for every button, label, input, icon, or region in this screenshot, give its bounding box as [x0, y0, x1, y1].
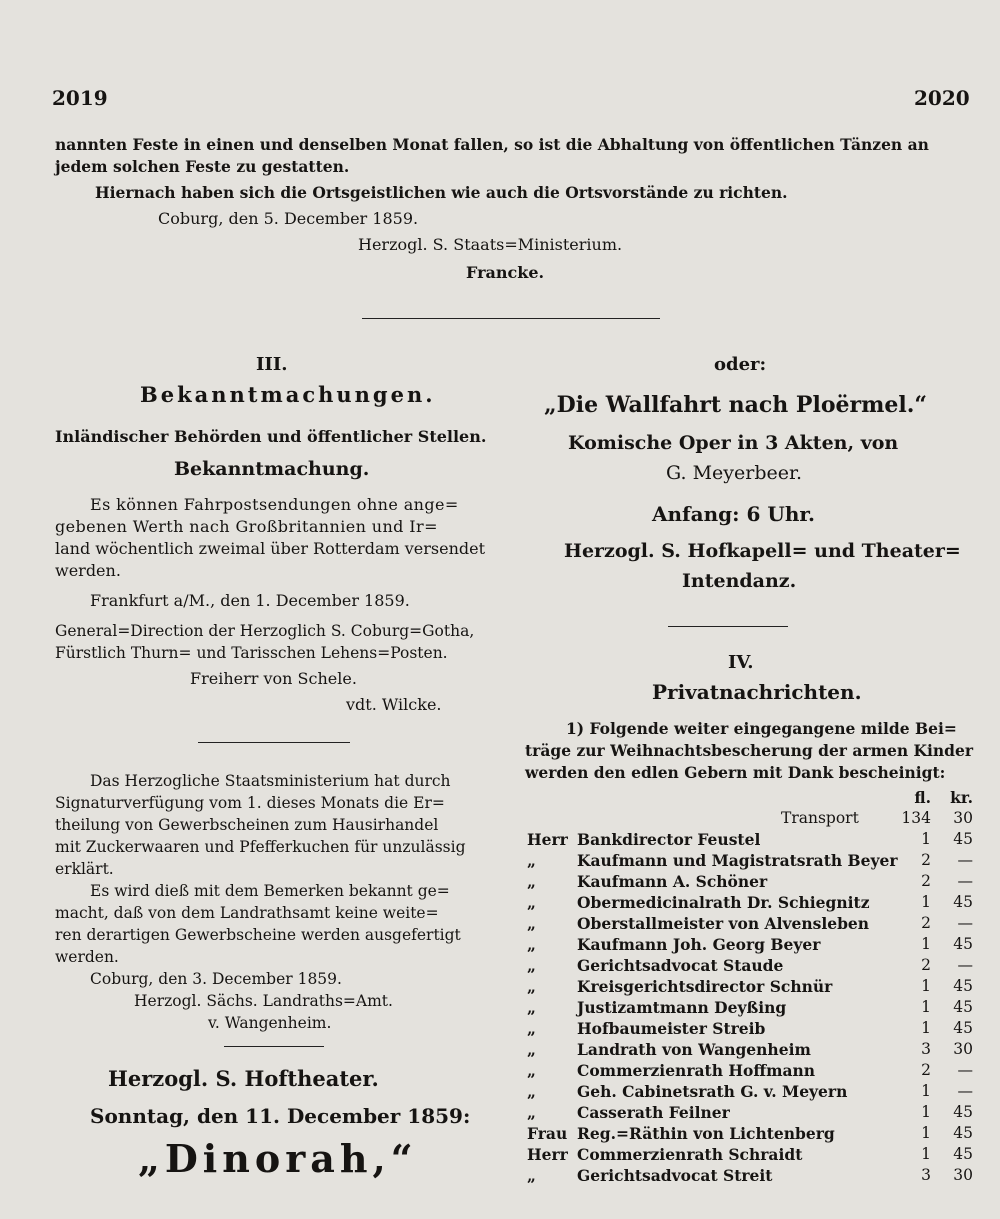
salutation: Herr — [527, 830, 568, 849]
donor-name: Reg.=Räthin von Lichtenberg — [577, 1124, 835, 1143]
amount-kr: — — [957, 1061, 973, 1079]
amount-fl: 1 — [921, 935, 931, 953]
notice2-line: Signaturverfügung vom 1. dieses Monats die Er= — [55, 794, 445, 812]
amount-kr: 45 — [953, 935, 973, 953]
amount-kr: 45 — [953, 1124, 973, 1142]
table-row-transport — [525, 809, 975, 830]
salutation: „ — [527, 1040, 536, 1059]
donor-name: Gerichtsadvocat Streit — [577, 1166, 773, 1185]
table-row — [525, 1124, 975, 1145]
donor-name: Geh. Cabinetsrath G. v. Meyern — [577, 1082, 848, 1101]
amount-kr: 45 — [953, 1145, 973, 1163]
table-row — [525, 956, 975, 977]
salutation: „ — [527, 1103, 536, 1122]
opera-composer: G. Meyerbeer. — [666, 462, 803, 484]
salutation: „ — [527, 1082, 536, 1101]
transport-label: Transport — [781, 809, 859, 827]
donor-name: Kaufmann und Magistratsrath Beyer — [577, 851, 898, 870]
donor-name: Kaufmann A. Schöner — [577, 872, 768, 891]
amount-fl: 3 — [921, 1040, 931, 1058]
table-row — [525, 935, 975, 956]
amount-fl: 3 — [921, 1166, 931, 1184]
donations-table — [525, 788, 975, 1187]
notice1-line: werden. — [55, 561, 121, 580]
notice2-date: Coburg, den 3. December 1859. — [90, 970, 342, 988]
notice2-line: Das Herzogliche Staatsministerium hat durch — [90, 772, 451, 790]
notice2-line: macht, daß von dem Landrathsamt keine weite= — [55, 904, 439, 922]
section-number-iii: III. — [256, 354, 288, 375]
table-row — [525, 1082, 975, 1103]
amount-kr: — — [957, 872, 973, 890]
donor-name: Justizamtmann Deyßing — [577, 998, 787, 1017]
salutation: „ — [527, 1061, 536, 1080]
table-row — [525, 1166, 975, 1187]
opera-title-ploermel: „Die Wallfahrt nach Ploërmel.“ — [544, 392, 928, 418]
start-time: Anfang: 6 Uhr. — [652, 502, 816, 526]
donor-name: Commerzienrath Schraidt — [577, 1145, 803, 1164]
notice2-line: Es wird dieß mit dem Bemerken bekannt ge= — [90, 882, 450, 900]
section-title-bekanntmachungen: Bekanntmachungen. — [140, 382, 436, 407]
amount-fl: 1 — [921, 893, 931, 911]
divider — [668, 626, 788, 627]
amount-kr: 45 — [953, 998, 973, 1016]
table-row — [525, 998, 975, 1019]
intro-line: 1) Folgende weiter eingegangene milde Bei= — [566, 719, 957, 738]
intendanz-line: Intendanz. — [682, 570, 797, 592]
notice1-line: Es können Fahrpostsendungen ohne ange= — [90, 495, 459, 514]
salutation: „ — [527, 872, 536, 891]
page-number-right: 2020 — [914, 86, 970, 110]
table-row — [525, 1061, 975, 1082]
amount-kr: 45 — [953, 1019, 973, 1037]
transport-kr: 30 — [953, 809, 973, 827]
table-row — [525, 1103, 975, 1124]
notice1-countersignature: vdt. Wilcke. — [346, 695, 442, 714]
amount-kr: 30 — [953, 1166, 973, 1184]
divider — [198, 742, 350, 743]
notice2-line: ren derartigen Gewerbscheine werden ausgefertigt — [55, 926, 461, 944]
amount-fl: 2 — [921, 914, 931, 932]
donor-name: Commerzienrath Hoffmann — [577, 1061, 816, 1080]
amount-fl: 1 — [921, 1145, 931, 1163]
amount-fl: 1 — [921, 1019, 931, 1037]
notice2-line: mit Zuckerwaaren und Pfefferkuchen für unzulässig — [55, 838, 466, 856]
salutation: Frau — [527, 1124, 568, 1143]
notice2-signature: v. Wangenheim. — [208, 1014, 332, 1032]
notice1-signature: Freiherr von Schele. — [190, 669, 357, 688]
divider — [224, 1046, 324, 1047]
divider — [362, 318, 660, 319]
notice2-authority: Herzogl. Sächs. Landraths=Amt. — [134, 992, 393, 1010]
table-header — [525, 788, 975, 809]
opera-dinorah: „Dinorah,“ — [138, 1136, 418, 1181]
donor-name: Hofbaumeister Streib — [577, 1019, 766, 1038]
amount-fl: 1 — [921, 998, 931, 1016]
top-signature: Francke. — [466, 263, 545, 282]
donor-name: Kreisgerichtsdirector Schnür — [577, 977, 833, 996]
top-authority: Herzogl. S. Staats=Ministerium. — [358, 235, 623, 254]
donor-name: Bankdirector Feustel — [577, 830, 761, 849]
donor-name: Oberstallmeister von Alvensleben — [577, 914, 870, 933]
amount-fl: 2 — [921, 851, 931, 869]
amount-kr: 45 — [953, 830, 973, 848]
section-number-iv: IV. — [728, 652, 754, 673]
salutation: „ — [527, 914, 536, 933]
amount-kr: — — [957, 851, 973, 869]
notice1-date: Frankfurt a/M., den 1. December 1859. — [90, 591, 410, 610]
donor-name: Landrath von Wangenheim — [577, 1040, 811, 1059]
amount-kr: 45 — [953, 977, 973, 995]
salutation: „ — [527, 935, 536, 954]
amount-fl: 2 — [921, 872, 931, 890]
salutation: Herr — [527, 1145, 568, 1164]
top-instruction: Hiernach haben sich die Ortsgeistlichen wie auch die Ortsvorstände zu richten. — [95, 183, 788, 202]
amount-kr: 45 — [953, 893, 973, 911]
theater-date: Sonntag, den 11. December 1859: — [90, 1104, 471, 1128]
notice1-line: gebenen Werth nach Großbritannien und Ir= — [55, 517, 438, 536]
intro-line: werden den edlen Gebern mit Dank bescheinigt: — [525, 763, 946, 782]
table-row — [525, 851, 975, 872]
table-row — [525, 872, 975, 893]
amount-kr: — — [957, 914, 973, 932]
notice2-line: erklärt. — [55, 860, 114, 878]
salutation: „ — [527, 1166, 536, 1185]
column-header-fl: fl. — [914, 788, 931, 807]
opera-description: Komische Oper in 3 Akten, von — [568, 432, 899, 454]
top-text-line: jedem solchen Feste zu gestatten. — [55, 157, 350, 176]
amount-kr: 45 — [953, 1103, 973, 1121]
notice2-line: theilung von Gewerbscheinen zum Hausirhandel — [55, 816, 439, 834]
table-row — [525, 1019, 975, 1040]
amount-kr: — — [957, 956, 973, 974]
intendanz-line: Herzogl. S. Hofkapell= und Theater= — [564, 540, 961, 562]
oder-label: oder: — [714, 354, 767, 375]
table-row — [525, 893, 975, 914]
intro-line: träge zur Weihnachtsbescherung der armen Kinder — [525, 741, 973, 760]
salutation: „ — [527, 956, 536, 975]
transport-fl: 134 — [901, 809, 931, 827]
section-subtitle: Inländischer Behörden und öffentlicher Stellen. — [55, 427, 487, 446]
amount-fl: 1 — [921, 1103, 931, 1121]
notice1-line: land wöchentlich zweimal über Rotterdam versendet — [55, 539, 486, 558]
notice1-authority: Fürstlich Thurn= und Tarisschen Lehens=Posten. — [55, 644, 448, 662]
top-text-line: nannten Feste in einen und denselben Monat fallen, so ist die Abhaltung von öffentlichen Tänzen an — [55, 135, 929, 154]
salutation: „ — [527, 1019, 536, 1038]
notice-title: Bekanntmachung. — [174, 458, 370, 480]
notice1-authority: General=Direction der Herzoglich S. Coburg=Gotha, — [55, 622, 475, 640]
amount-kr: 30 — [953, 1040, 973, 1058]
salutation: „ — [527, 893, 536, 912]
donor-name: Gerichtsadvocat Staude — [577, 956, 784, 975]
donor-name: Casserath Feilner — [577, 1103, 730, 1122]
section-title-privatnachrichten: Privatnachrichten. — [652, 680, 862, 704]
amount-fl: 2 — [921, 956, 931, 974]
column-header-kr: kr. — [950, 788, 973, 807]
table-row — [525, 1145, 975, 1166]
salutation: „ — [527, 851, 536, 870]
salutation: „ — [527, 998, 536, 1017]
theater-title: Herzogl. S. Hoftheater. — [108, 1066, 379, 1091]
donor-name: Kaufmann Joh. Georg Beyer — [577, 935, 821, 954]
table-row — [525, 830, 975, 851]
donor-name: Obermedicinalrath Dr. Schiegnitz — [577, 893, 870, 912]
table-row — [525, 914, 975, 935]
amount-fl: 1 — [921, 830, 931, 848]
page-number-left: 2019 — [52, 86, 108, 110]
top-date: Coburg, den 5. December 1859. — [158, 209, 419, 228]
amount-fl: 1 — [921, 1082, 931, 1100]
table-row — [525, 1040, 975, 1061]
amount-fl: 2 — [921, 1061, 931, 1079]
amount-kr: — — [957, 1082, 973, 1100]
salutation: „ — [527, 977, 536, 996]
table-row — [525, 977, 975, 998]
amount-fl: 1 — [921, 977, 931, 995]
amount-fl: 1 — [921, 1124, 931, 1142]
notice2-line: werden. — [55, 948, 119, 966]
